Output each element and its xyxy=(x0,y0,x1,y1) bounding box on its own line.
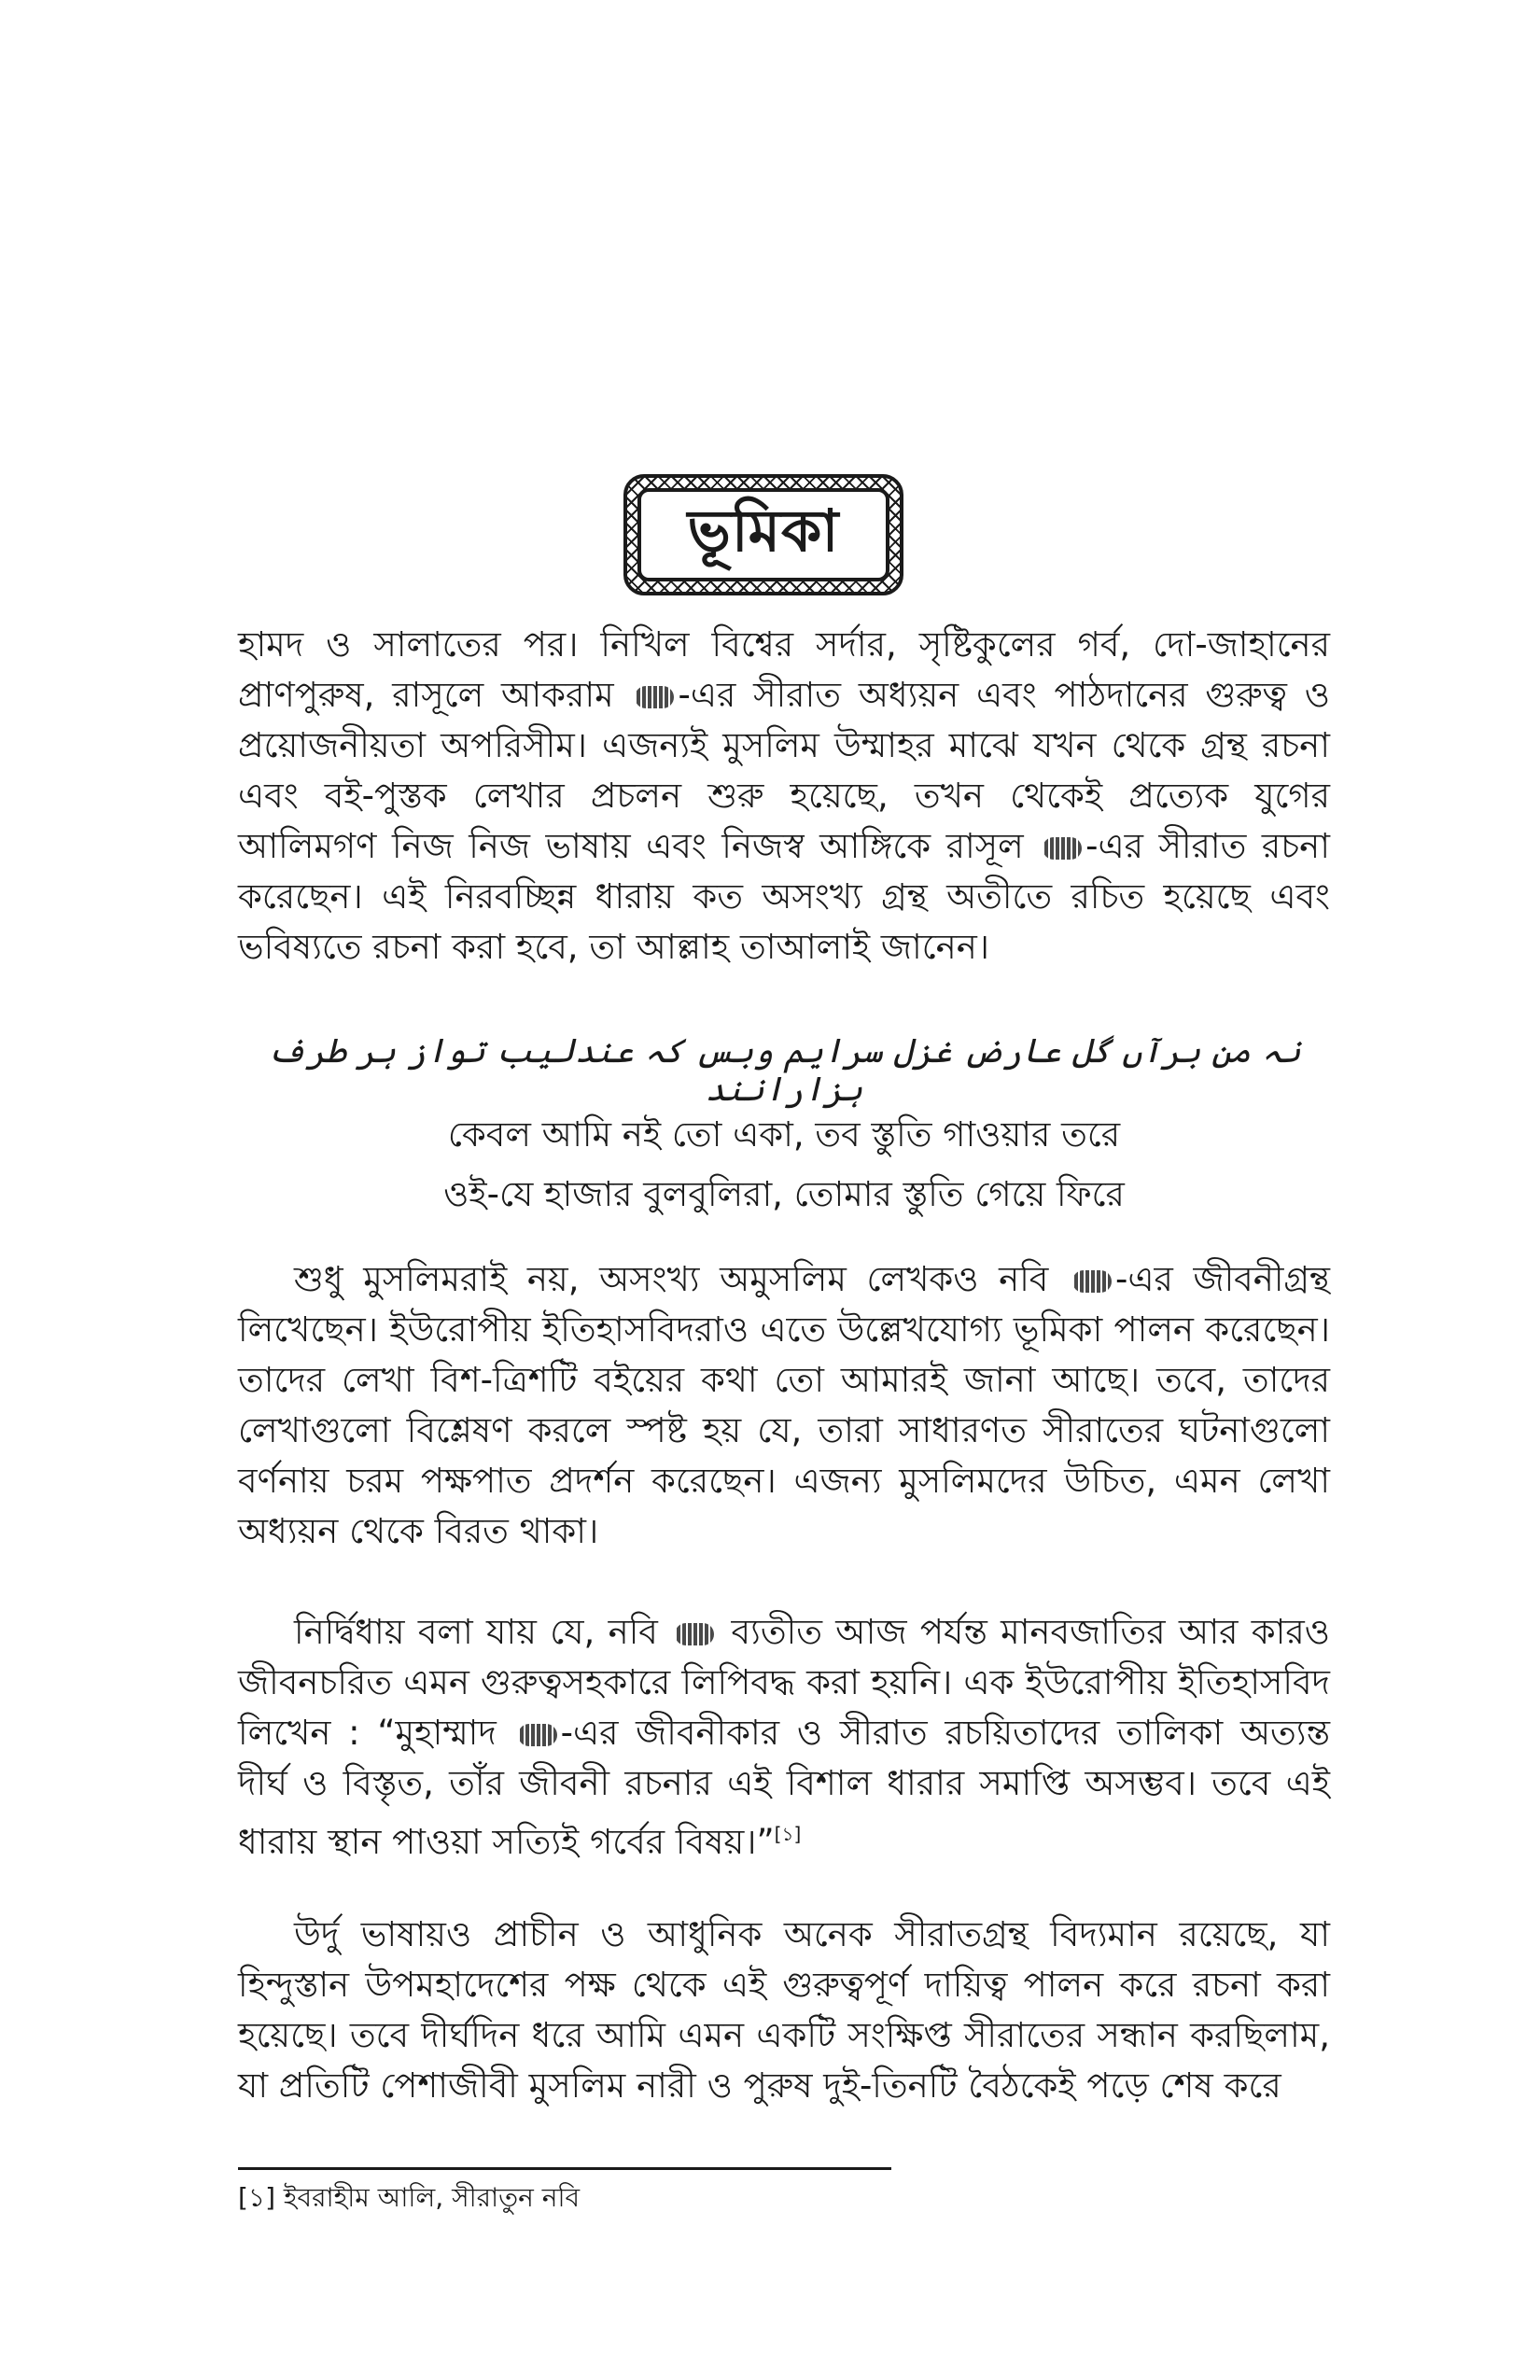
paragraph-3: নির্দ্বিধায় বলা যায় যে, নবি ব্যতীত আজ পর্যন্ত মানবজাতির আর কারও জীবনচরিত এমন গুরুত্বসহকারে লিপিবদ্ধ করা হয়নি। এক ইউরোপীয় ইতিহাসবিদ লিখেন : “মুহাম্মাদ -এর জীবনীকার ও সীরাত রচয়িতাদের তালিকা অত্যন্ত দীর্ঘ ও বিস্তৃত, তাঁর জীবনী রচনার এই বিশাল ধারার সমাপ্তি অসম্ভব। তবে এই ধারায় স্থান পাওয়া সত্যিই গর্বের বিষয়।”[১] xyxy=(238,1612,1330,1862)
paragraph-2: শুধু মুসলিমরাই নয়, অসংখ্য অমুসলিম লেখকও নবি -এর জীবনীগ্রন্থ লিখেছেন। ইউরোপীয় ইতিহাসবিদরাও এতে উল্লেখযোগ্য ভূমিকা পালন করেছেন। তাদের লেখা বিশ-ত্রিশটি বইয়ের কথা তো আমারই জানা আছে। তবে, তাদের লেখাগুলো বিশ্লেষণ করলে স্পষ্ট হয় যে, তারা সাধারণত সীরাতের ঘটনাগুলো বর্ণনায় চরম পক্ষপাত প্রদর্শন করেছেন। এজন্য মুসলিমদের উচিত, এমন লেখা অধ্যয়ন থেকে বিরত থাকা। xyxy=(238,1259,1330,1551)
salutation-icon xyxy=(1043,837,1082,860)
page-title: ভূমিকা xyxy=(637,488,889,581)
footnote: [১] ইবরাহীম আলি, সীরাতুন নবি xyxy=(238,2182,581,2213)
verse-line-1: কেবল আমি নই তো একা, তব স্তুতি গাওয়ার তরে xyxy=(447,1114,1121,1155)
paragraph-1: হামদ ও সালাতের পর। নিখিল বিশ্বের সর্দার, সৃষ্টিকুলের গর্ব, দো-জাহানের প্রাণপুরুষ, রাসূলে আকরাম -এর সীরাত অধ্যয়ন এবং পাঠদানের গুরুত্ব ও প্রয়োজনীয়তা অপরিসীম। এজন্যই মুসলিম উম্মাহর মাঝে যখন থেকে গ্রন্থ রচনা এবং বই-পুস্তক লেখার প্রচলন শুরু হয়েছে, তখন থেকেই প্রত্যেক যুগের আলিমগণ নিজ নিজ ভাষায় এবং নিজস্ব আঙ্গিকে রাসূল -এর সীরাত রচনা করেছেন। এই নিরবচ্ছিন্ন ধারায় কত অসংখ্য গ্রন্থ অতীতে রচিত হয়েছে এবং ভবিষ্যতে রচনা করা হবে, তা আল্লাহ তাআলাই জানেন। xyxy=(238,624,1330,967)
footnote-divider xyxy=(238,2167,891,2170)
salutation-icon xyxy=(518,1724,557,1746)
paragraph-4: উর্দু ভাষায়ও প্রাচীন ও আধুনিক অনেক সীরাতগ্রন্থ বিদ্যমান রয়েছে, যা হিন্দুস্তান উপমহাদেশের পক্ষ থেকে এই গুরুত্বপূর্ণ দায়িত্ব পালন করে রচনা করা হয়েছে। তবে দীর্ঘদিন ধরে আমি এমন একটি সংক্ষিপ্ত সীরাতের সন্ধান করছিলাম, যা প্রতিটি পেশাজীবী মুসলিম নারী ও পুরুষ দুই-তিনটি বৈঠকেই পড়ে শেষ করে xyxy=(238,1914,1330,2106)
footnote-ref: [১] xyxy=(774,1823,802,1845)
salutation-icon xyxy=(675,1623,714,1645)
salutation-icon xyxy=(1072,1270,1112,1293)
heading-ornamental-frame xyxy=(623,474,903,595)
salutation-icon xyxy=(635,686,674,708)
urdu-couplet: نہ من برآں گل عارض غزل سرایم وبس کہ عندلیب تواز ہر طرف ہزارانند xyxy=(267,1032,1301,1109)
verse-line-2: ওই-যে হাজার বুলবুলিরা, তোমার স্তুতি গেয়ে ফিরে xyxy=(443,1174,1125,1214)
